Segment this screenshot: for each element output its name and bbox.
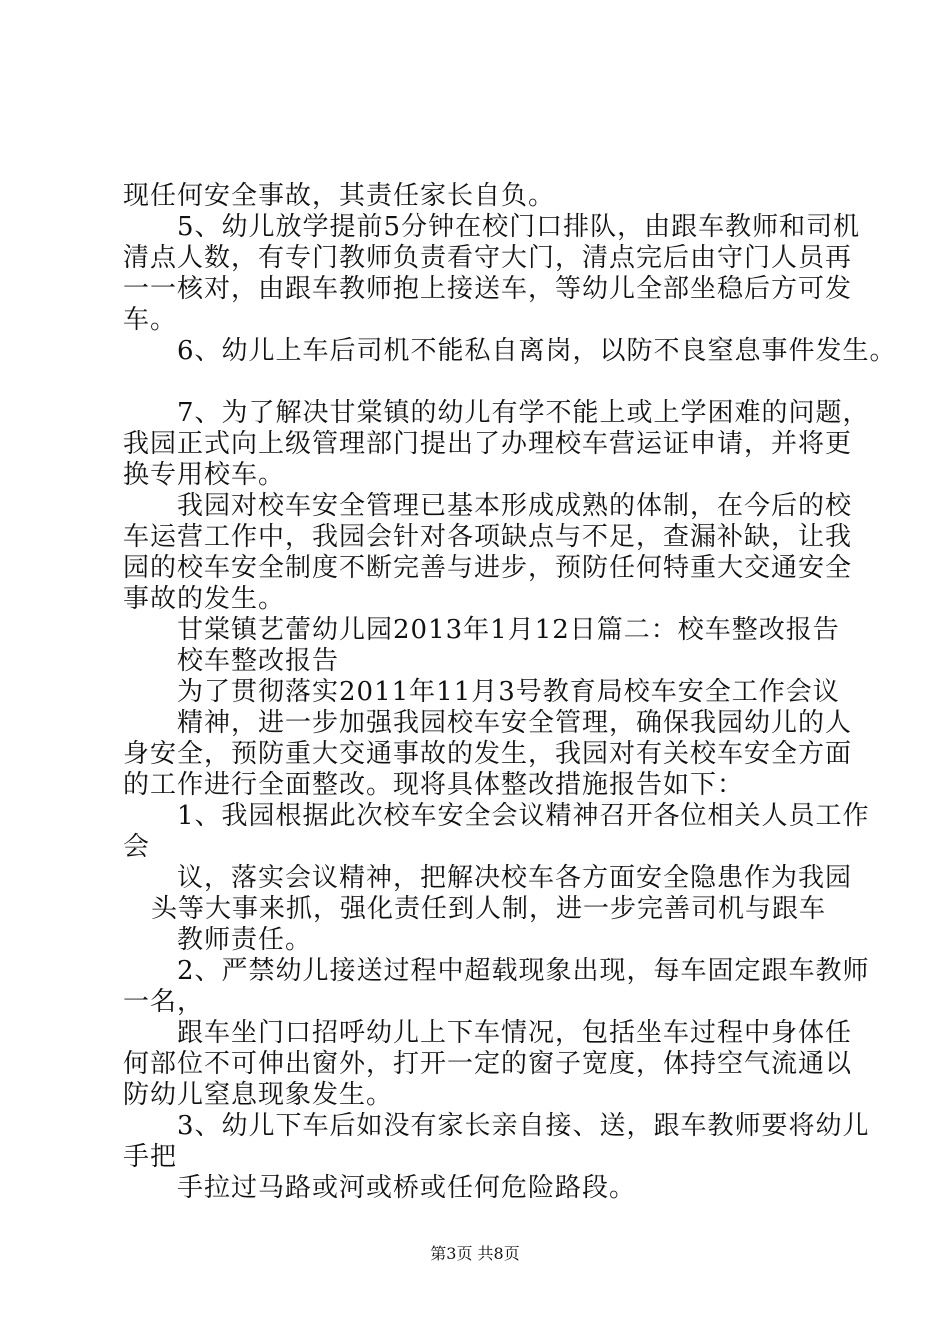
text-line: 为了贯彻落实2011年11月3号教育局校车安全工作会议 [177,677,840,707]
text-line: 3、幼儿下车后如没有家长亲自接、送，跟车教师要将幼儿 [177,1111,870,1141]
text-line: 园的校车安全制度不断完善与进步，预防任何特重大交通安全 [123,553,853,583]
text-line: 我园对校车安全管理已基本形成成熟的体制，在今后的校 [177,491,853,521]
text-line: 车运营工作中，我园会针对各项缺点与不足，查漏补缺，让我 [123,522,853,552]
text-line: 2、严禁幼儿接送过程中超载现象出现，每车固定跟车教师 [177,956,870,986]
text-line: 现任何安全事故，其责任家长自负。 [123,181,556,211]
text-line: 的工作进行全面整改。现将具体整改措施报告如下： [123,770,745,800]
text-line: 车。 [123,305,178,335]
text-line: 清点人数，有专门教师负责看守大门，清点完后由守门人员再 [123,243,853,273]
text-line: 6、幼儿上车后司机不能私自离岗，以防不良窒息事件发生。 [177,336,897,366]
text-line: 教师责任。 [177,925,313,955]
text-line: 我园正式向上级管理部门提出了办理校车营运证申请，并将更 [123,429,853,459]
text-line: 防幼儿窒息现象发生。 [123,1080,394,1110]
text-line: 手拉过马路或河或桥或任何危险路段。 [177,1173,637,1203]
text-line: 何部位不可伸出窗外，打开一定的窗子宽度，体持空气流通以 [123,1049,853,1079]
text-line: 议，落实会议精神，把解决校车各方面安全隐患作为我园 [177,863,853,893]
text-line: 甘棠镇艺蕾幼儿园2013年1月12日篇二：校车整改报告 [177,615,840,645]
page-footer: 第3页 共8页 [430,1244,520,1263]
text-line: 一名， [123,987,205,1017]
text-line: 头等大事来抓，强化责任到人制，进一步完善司机与跟车 [151,894,827,924]
text-line: 一一核对，由跟车教师抱上接送车，等幼儿全部坐稳后方可发 [123,274,853,304]
text-line: 精神，进一步加强我园校车安全管理，确保我园幼儿的人 [177,708,853,738]
text-line: 7、为了解决甘棠镇的幼儿有学不能上或上学困难的问题， [177,398,870,428]
text-line: 校车整改报告 [177,646,340,676]
text-line: 手把 [123,1142,178,1172]
text-line: 5、幼儿放学提前5分钟在校门口排队，由跟车教师和司机 [177,212,861,242]
text-line: 跟车坐门口招呼幼儿上下车情况，包括坐车过程中身体任 [177,1018,853,1048]
text-line: 身安全，预防重大交通事故的发生，我园对有关校车安全方面 [123,739,853,769]
text-line: 1、我园根据此次校车安全会议精神召开各位相关人员工作 [177,801,870,831]
text-line: 换专用校车。 [123,460,286,490]
text-line: 会 [123,832,151,862]
text-line: 事故的发生。 [123,584,286,614]
